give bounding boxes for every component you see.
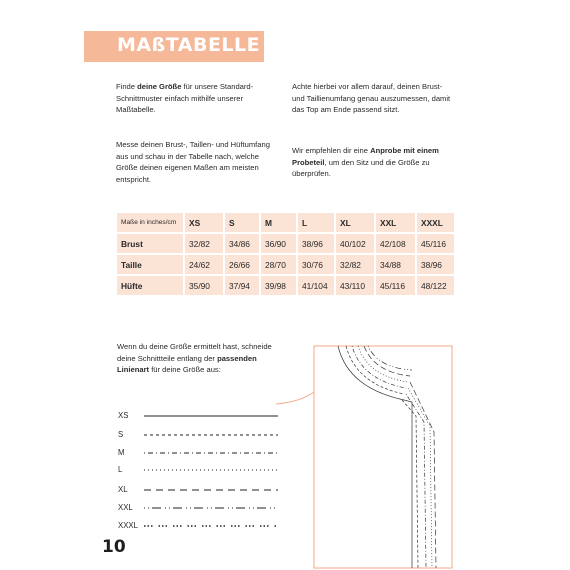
long-dash-line-sample [144,488,279,492]
dot-triple-line-sample [144,524,279,528]
table-cell: 41/104 [298,276,334,295]
dashed-line-sample [144,433,279,437]
size-label: M [118,448,125,457]
text: , um den Sitz und die Größe zu überprüfen. [292,157,430,178]
text: für unsere Standard-Schnittmuster einfach mithilfe unserer Maßtabelle. [116,82,254,114]
size-label: XXXL [118,521,138,530]
table-cell: 43/110 [336,276,374,295]
row-label: Brust [117,234,183,253]
size-header: XS [185,213,223,232]
line-types-intro [117,341,277,376]
intro-right-p1: Achte hierbei vor allem darauf, deinen Brust- und Taillienumfang genau auszumessen, damit das Top am Ende passend sitzt. [292,82,451,114]
size-header: XXXL [417,213,454,232]
table-row [117,255,454,274]
table-cell: 32/82 [336,255,374,274]
table-cell: 34/88 [376,255,415,274]
text-bold: passenden Linienart [117,353,257,374]
page-number: 10 [102,537,126,557]
text-bold: Anprobe mit einem Probeteil [292,146,439,167]
dash-dot-dot-line-sample [144,506,279,510]
table-corner-label: Maße in inches/cm [117,213,183,232]
table-cell: 45/116 [417,234,454,253]
size-header: M [261,213,296,232]
size-label: XS [118,411,129,420]
text: Finde [116,82,138,91]
table-cell: 34/86 [225,234,259,253]
table-cell: 32/82 [185,234,223,253]
solid-line-sample [144,414,279,418]
dotted-line-sample [144,468,279,472]
table-cell: 26/66 [225,255,259,274]
text-bold: deine Größe [137,82,182,91]
table-cell: 40/102 [336,234,374,253]
size-header: S [225,213,259,232]
table-header-row [117,213,454,232]
table-cell: 42/108 [376,234,415,253]
table-cell: 24/62 [185,255,223,274]
row-label: Taille [117,255,183,274]
table-cell: 38/96 [298,234,334,253]
table-cell: 45/116 [376,276,415,295]
pattern-piece-illustration [276,340,456,570]
row-label: Hüfte [117,276,183,295]
intro-right-p2 [292,145,454,180]
dash-dot-line-sample [144,451,279,455]
table-cell: 38/96 [417,255,454,274]
table-cell: 35/90 [185,276,223,295]
size-table [115,211,456,297]
page-title: MAßTABELLE [117,34,261,56]
table-cell: 39/98 [261,276,296,295]
table-cell: 30/76 [298,255,334,274]
size-header: XXL [376,213,415,232]
intro-left-p1 [116,81,276,116]
title-banner [84,31,264,62]
intro-left-p2: Messe deinen Brust-, Taillen- und Hüftumfang aus und schau in der Tabelle nach, welche Größe deinen eigenen Maßen am meisten entspricht. [116,140,270,184]
table-row [117,234,454,253]
size-label: L [118,465,123,474]
table-row [117,276,454,295]
size-label: S [118,430,124,439]
size-label: XL [118,485,128,494]
table-cell: 28/70 [261,255,296,274]
table-cell: 36/90 [261,234,296,253]
table-cell: 37/94 [225,276,259,295]
size-label: XXL [118,503,133,512]
text: Wir empfehlen dir eine [292,146,371,155]
table-cell: 48/122 [417,276,454,295]
size-header: L [298,213,334,232]
text: Wenn du deine Größe ermittelt hast, schneide deine Schnittteile entlang der [117,342,272,363]
text: für deine Größe aus: [149,365,221,374]
size-header: XL [336,213,374,232]
